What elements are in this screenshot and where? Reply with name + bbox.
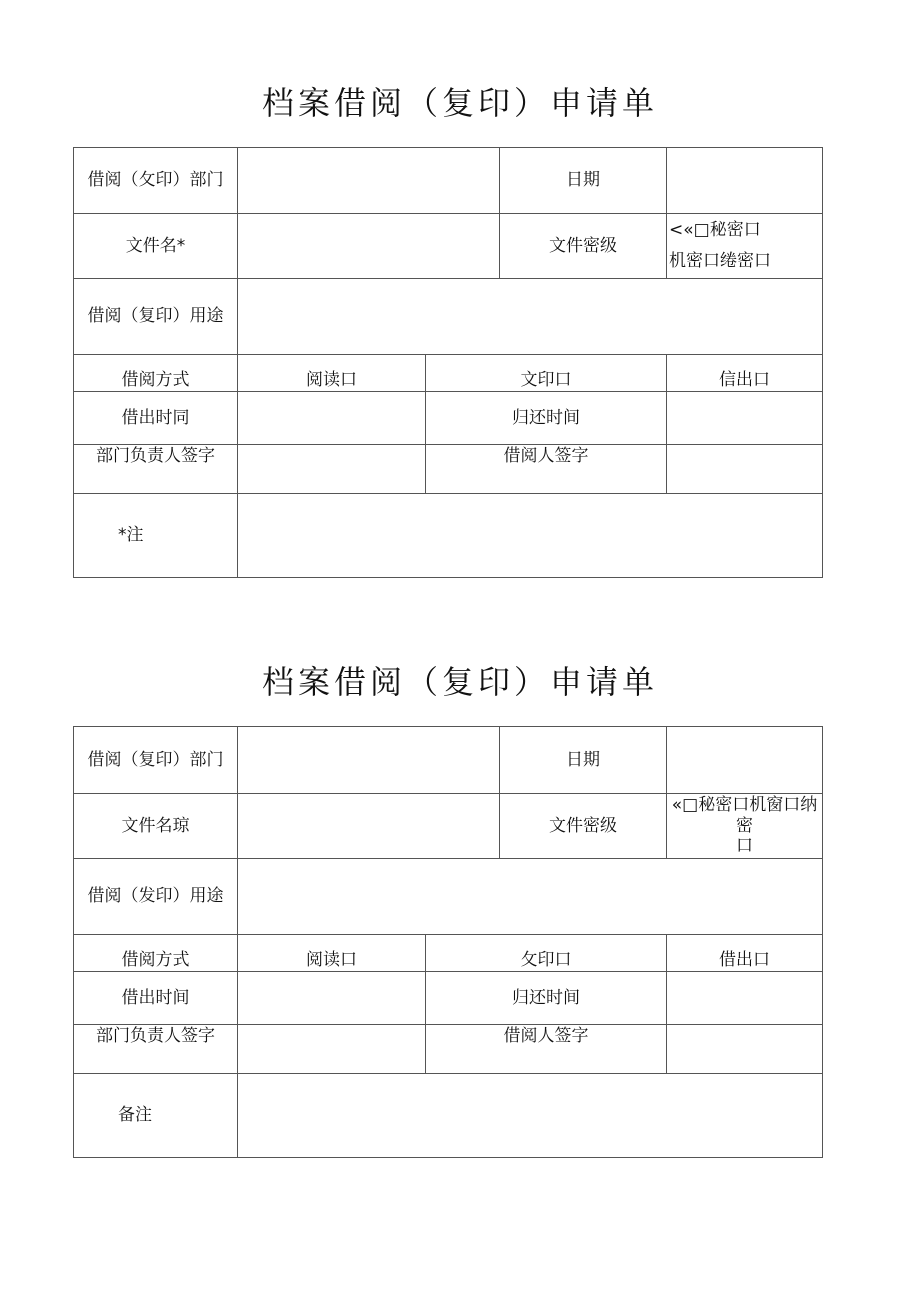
copy-option[interactable]: 文印口 [426,355,667,392]
filename-field[interactable] [238,214,500,279]
dept-head-sign-field[interactable] [238,1025,426,1074]
form-2-table [73,726,823,1158]
secrecy-label: 文件密级 [500,214,667,279]
department-label: 借阅（攵印）部门 [74,148,238,214]
method-label: 借阅方式 [74,935,238,972]
purpose-field[interactable] [238,279,823,355]
date-field[interactable] [667,148,823,214]
secrecy-label: 文件密级 [500,794,667,859]
date-field[interactable] [667,727,823,794]
form-1-table [73,147,823,578]
secrecy-options-line2: 口 [736,836,753,857]
note-field[interactable] [238,1074,823,1158]
purpose-label: 借阅（发印）用途 [74,859,238,935]
filename-label: 文件名* [74,214,238,279]
return-time-field[interactable] [667,972,823,1025]
dept-head-sign-field[interactable] [238,445,426,494]
borrower-sign-field[interactable] [667,1025,823,1074]
dept-head-sign-label: 部门负责人签字 [74,1025,238,1074]
return-time-label: 归还时间 [426,972,667,1025]
form-2-title: 档案借阅（复印）申请单 [261,663,658,701]
form-1-title: 档案借阅（复印）申请单 [261,84,658,122]
borrow-time-field[interactable] [238,392,426,445]
note-label: 备注 [74,1074,238,1158]
filename-field[interactable] [238,794,500,859]
department-label: 借阅（复印）部门 [74,727,238,794]
read-option[interactable]: 阅读口 [238,355,426,392]
borrower-sign-field[interactable] [667,445,823,494]
secrecy-options[interactable] [667,794,823,859]
secrecy-options-line2: 机密口绻密口 [669,251,771,271]
date-label: 日期 [500,727,667,794]
return-time-field[interactable] [667,392,823,445]
dept-head-sign-label: 部门负责人签字 [74,445,238,494]
purpose-field[interactable] [238,859,823,935]
note-field[interactable] [238,494,823,578]
copy-option[interactable]: 攵印口 [426,935,667,972]
borrow-time-field[interactable] [238,972,426,1025]
lend-option[interactable]: 借出口 [667,935,823,972]
secrecy-options-line1: «□秘密口机窗口纳密 [671,795,818,836]
borrower-sign-label: 借阅人签字 [426,1025,667,1074]
purpose-label: 借阅（复印）用途 [74,279,238,355]
borrower-sign-label: 借阅人签字 [426,445,667,494]
note-label: *注 [74,494,238,578]
secrecy-options-line1: <«□秘密口 [669,220,761,241]
secrecy-options[interactable] [667,214,823,279]
return-time-label: 归还时间 [426,392,667,445]
date-label: 日期 [500,148,667,214]
department-field[interactable] [238,727,500,794]
method-label: 借阅方式 [74,355,238,392]
read-option[interactable]: 阅读口 [238,935,426,972]
lend-option[interactable]: 信出口 [667,355,823,392]
department-field[interactable] [238,148,500,214]
filename-label: 文件名琼 [74,794,238,859]
borrow-time-label: 借出时间 [74,972,238,1025]
borrow-time-label: 借出时同 [74,392,238,445]
